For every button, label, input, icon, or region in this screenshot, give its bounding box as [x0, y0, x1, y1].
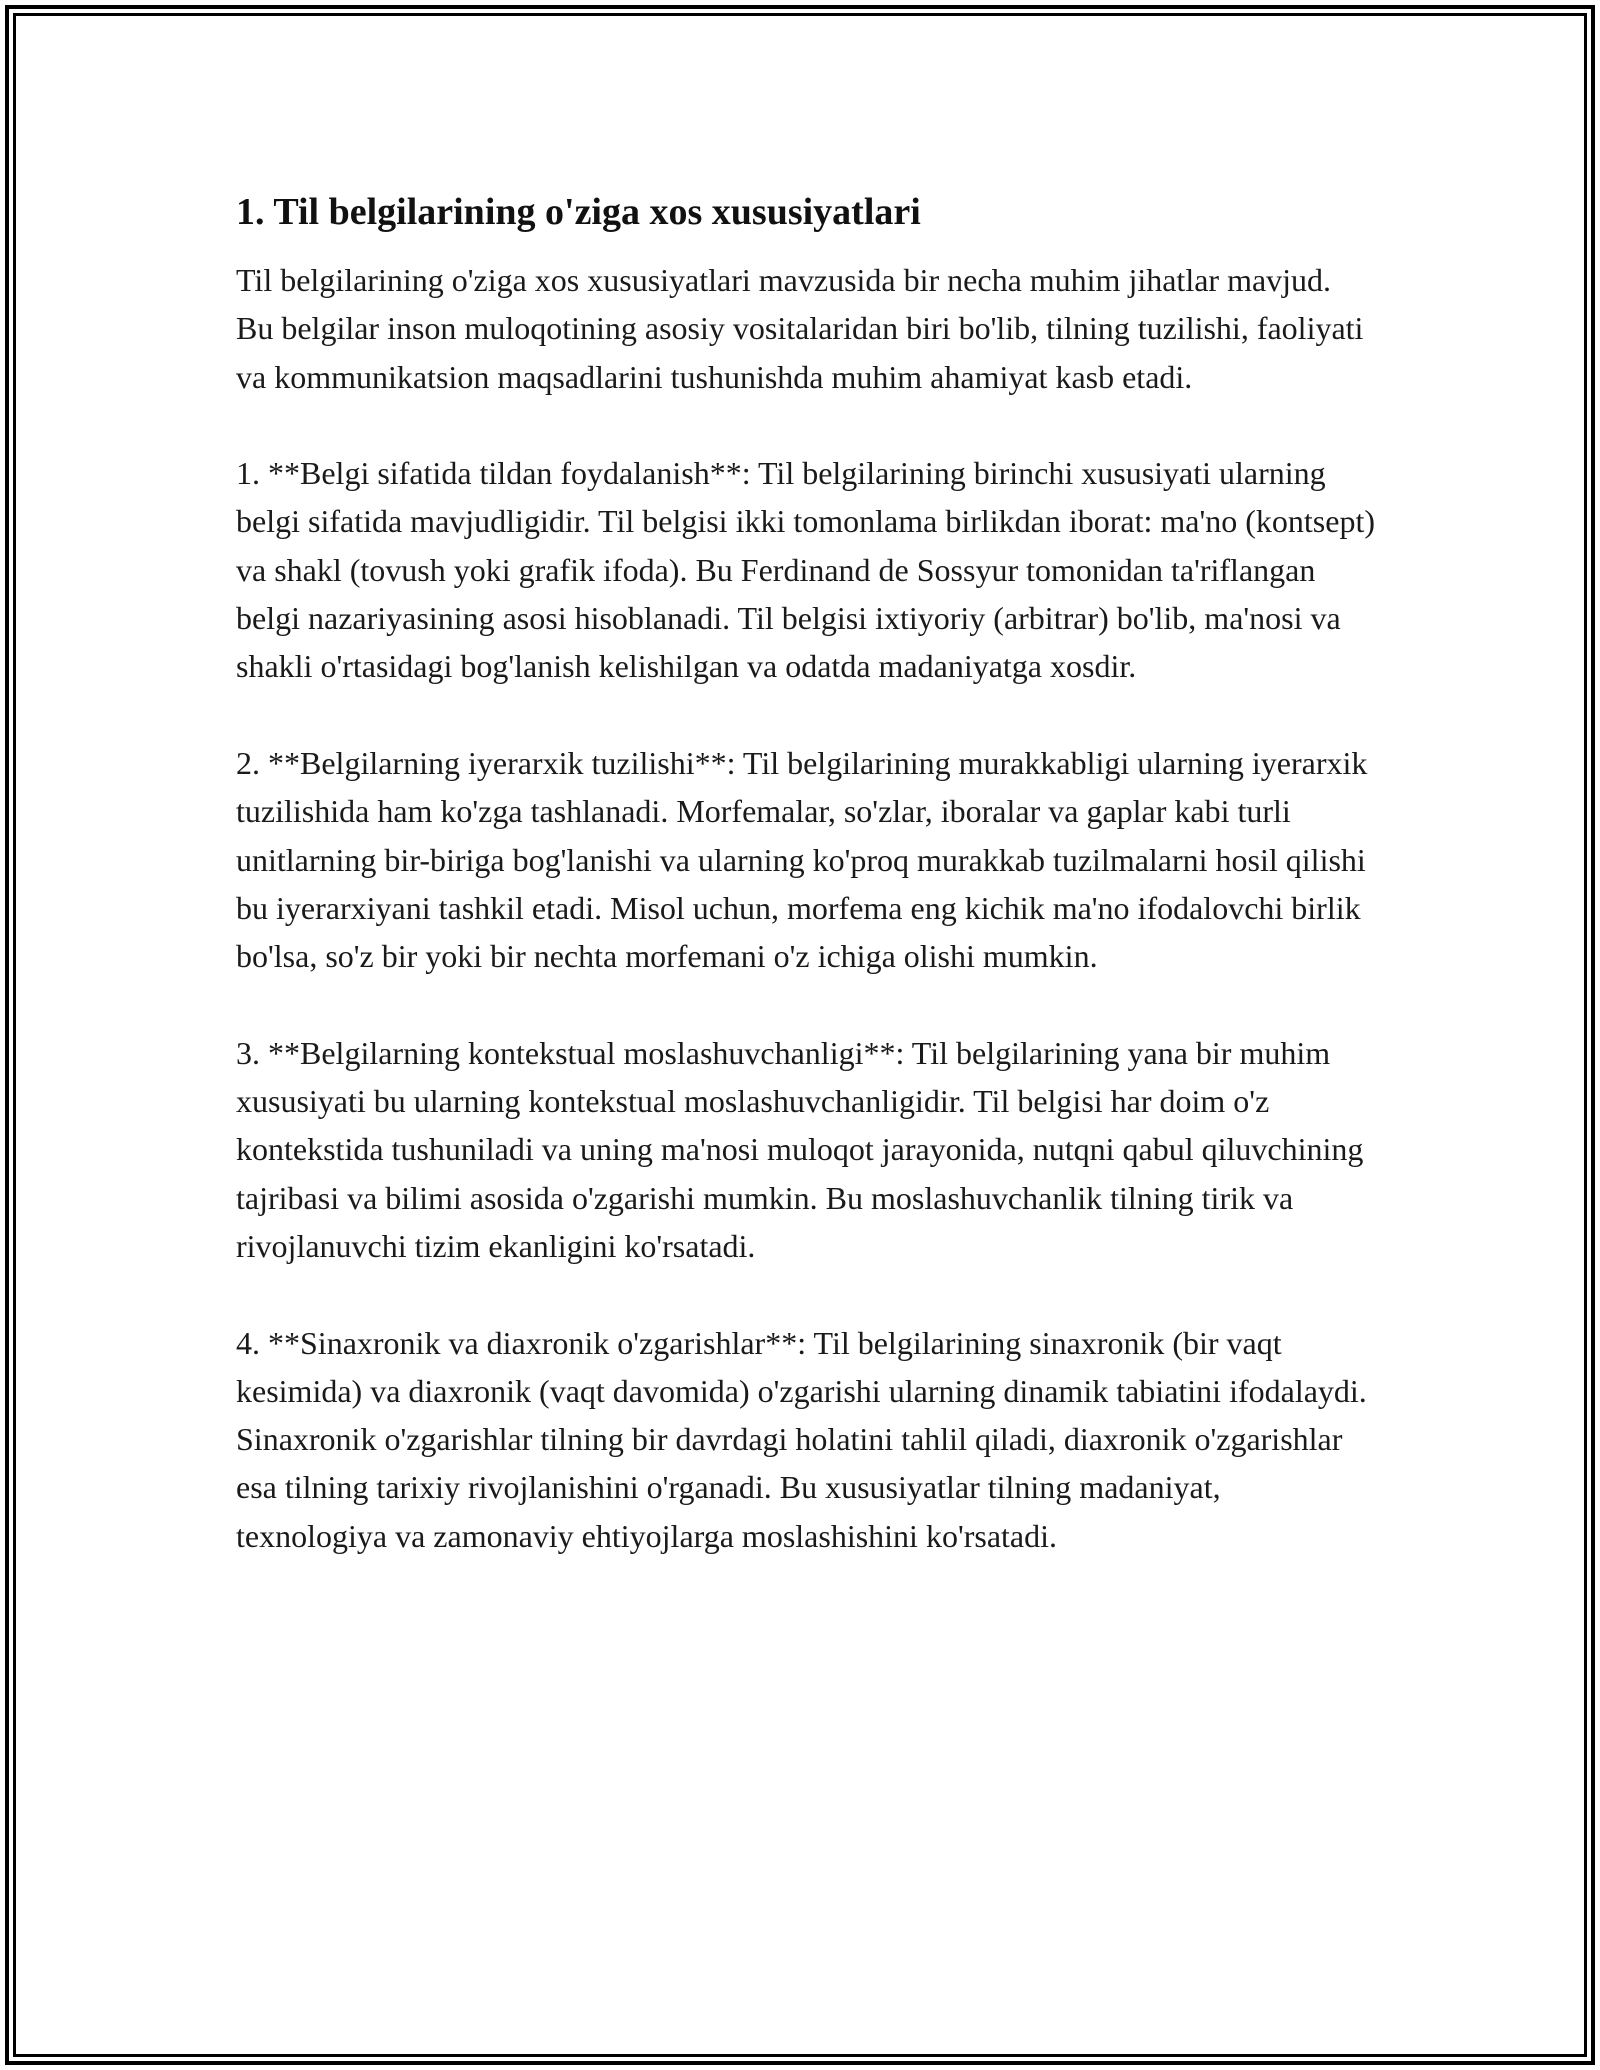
intro-paragraph: Til belgilarining o'ziga xos xususiyatlari mavzusida bir necha muhim jihatlar mavjud. Bu belgilar inson muloqotining asosiy vositalaridan biri bo'lib, tilning tuzilishi, faoliyati va kommunikatsion maqsadlarini tushunishda muhim ahamiyat kasb etadi.: [236, 262, 1364, 395]
document-title: 1. Til belgilarining o'ziga xos xususiyatlari: [236, 191, 921, 233]
paragraph-item: 3. **Belgilarning kontekstual moslashuvchanligi**: Til belgilarining yana bir muhim xususiyati bu ularning kontekstual moslashuvchanligidir. Til belgisi har doim o'z kontekstida tushuniladi va uning ma'nosi muloqot jarayonida, nutqni qabul qiluvchining tajribasi va bilimi asosida o'zgarishi mumkin. Bu moslashuvchanlik tilning tirik va rivojlanuvchi tizim ekanligini ko'rsatadi.: [236, 1034, 1364, 1264]
paragraph-item: 4. **Sinaxronik va diaxronik o'zgarishlar**: Til belgilarining sinaxronik (bir vaqt kesimida) va diaxronik (vaqt davomida) o'zgarishi ularning dinamik tabiatini ifodalaydi. Sinaxronik o'zgarishlar tilning bir davrdagi holatini tahlil qiladi, diaxronik o'zgarishlar esa tilning tarixiy rivojlanishini o'rganadi. Bu xususiyatlar tilning madaniyat, texnologiya va zamonaviy ehtiyojlarga moslashishini ko'rsatadi.: [236, 1324, 1367, 1554]
paragraph-item: 1. **Belgi sifatida tildan foydalanish**: Til belgilarining birinchi xususiyati ularning belgi sifatida mavjudligidir. Til belgisi ikki tomonlama birlikdan iborat: ma'no (kontsept) va shakl (tovush yoki grafik ifoda). Bu Ferdinand de Sossyur tomonidan ta'riflangan belgi nazariyasining asosi hisoblanadi. Til belgisi ixtiyoriy (arbitrar) bo'lib, ma'nosi va shakli o'rtasidagi bog'lanish kelishilgan va odatda madaniyatga xosdir.: [236, 455, 1375, 685]
document-body: [236, 186, 1376, 1608]
paragraph-item: 2. **Belgilarning iyerarxik tuzilishi**: Til belgilarining murakkabligi ularning iyerarxik tuzilishida ham ko'zga tashlanadi. Morfemalar, so'zlar, iboralar va gaplar kabi turli unitlarning bir-biriga bog'lanishi va ularning ko'proq murakkab tuzilmalarni hosil qilishi bu iyerarxiyani tashkil etadi. Misol uchun, morfema eng kichik ma'no ifodalovchi birlik bo'lsa, so'z bir yoki bir nechta morfemani o'z ichiga olishi mumkin.: [236, 744, 1368, 975]
